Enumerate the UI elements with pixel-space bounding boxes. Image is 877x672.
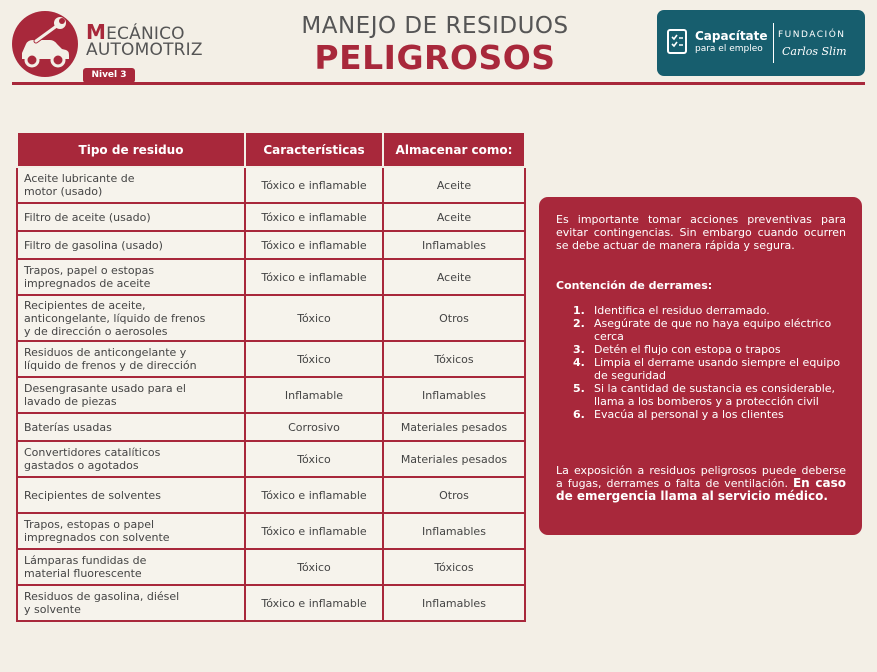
cell-tipo	[17, 203, 245, 231]
cell-caracteristicas: Tóxico e inflamable	[245, 259, 383, 295]
cell-almacenar: Inflamables	[383, 585, 525, 621]
cell-tipo-line: Trapos, estopas o papel	[24, 518, 155, 531]
cell-tipo-line: y solvente	[24, 603, 81, 616]
list-item	[556, 382, 856, 408]
cell-tipo-line: Recipientes de aceite,	[24, 298, 146, 312]
cell-tipo-line: lavado de piezas	[24, 395, 117, 408]
cell-tipo	[17, 441, 245, 477]
partner-name: Capacítate	[695, 29, 768, 43]
step-number: 3.	[573, 343, 585, 356]
table-row	[17, 585, 525, 621]
step-number: 5.	[573, 382, 585, 395]
panel-outro	[556, 464, 846, 503]
cell-caracteristicas: Tóxico e inflamable	[245, 231, 383, 259]
cell-caracteristicas: Tóxico	[245, 441, 383, 477]
cell-tipo-line: Baterías usadas	[24, 420, 112, 434]
table-row	[17, 441, 525, 477]
cell-tipo	[17, 513, 245, 549]
contencion-steps	[556, 304, 856, 421]
cell-tipo-line: gastados o agotados	[24, 459, 139, 472]
list-item	[556, 343, 856, 356]
step-text: Limpia el derrame usando siempre el equipo de seguridad	[594, 356, 841, 382]
panel-intro: Es importante tomar acciones preventivas para evitar contingencias. Sin embargo cuando ocurren se debe actuar de manera rápida y segura.	[556, 213, 846, 252]
page-title-line1: MANEJO DE RESIDUOS	[301, 13, 569, 39]
table-row	[17, 231, 525, 259]
cell-tipo-line: Residuos de anticongelante y	[24, 346, 187, 359]
cell-tipo-line: Recipientes de solventes	[24, 488, 161, 502]
table-row	[17, 549, 525, 585]
table-row	[17, 167, 525, 203]
table-header-row	[17, 132, 525, 167]
cell-caracteristicas: Tóxico	[245, 549, 383, 585]
step-number: 4.	[573, 356, 585, 369]
cell-tipo	[17, 585, 245, 621]
cell-tipo-line: Filtro de gasolina (usado)	[24, 238, 163, 252]
cell-almacenar: Aceite	[383, 167, 525, 203]
checklist-icon	[666, 27, 690, 55]
waste-table	[16, 131, 526, 622]
cell-almacenar: Otros	[383, 295, 525, 341]
cell-almacenar: Materiales pesados	[383, 441, 525, 477]
table-row	[17, 377, 525, 413]
cell-tipo-line: material fluorescente	[24, 567, 142, 580]
cell-caracteristicas: Inflamable	[245, 377, 383, 413]
cell-almacenar: Materiales pesados	[383, 413, 525, 441]
cell-tipo	[17, 259, 245, 295]
cell-tipo	[17, 549, 245, 585]
level-badge: Nivel 3	[83, 68, 135, 83]
cell-tipo	[17, 477, 245, 513]
cell-tipo-line: Desengrasante usado para el	[24, 382, 186, 395]
cell-tipo-line: Convertidores catalíticos	[24, 446, 161, 459]
cell-almacenar: Inflamables	[383, 513, 525, 549]
cell-tipo-line: impregnados con solvente	[24, 531, 170, 544]
cell-almacenar: Aceite	[383, 203, 525, 231]
outro-text: La exposición a residuos peligrosos puede deberse a fugas, derrames o falta de ventilación.	[556, 464, 846, 490]
cell-tipo-line: impregnados de aceite	[24, 277, 151, 290]
cell-tipo	[17, 413, 245, 441]
table-row	[17, 259, 525, 295]
car-wrench-icon	[12, 11, 78, 77]
cell-tipo-line: y de dirección o aerosoles	[24, 324, 168, 338]
cell-caracteristicas: Tóxico e inflamable	[245, 585, 383, 621]
cell-tipo	[17, 231, 245, 259]
list-item	[556, 408, 856, 421]
page-title-line2: PELIGROSOS	[314, 38, 556, 77]
cell-caracteristicas: Tóxico e inflamable	[245, 203, 383, 231]
cell-almacenar: Tóxicos	[383, 341, 525, 377]
brand-initial: M	[86, 20, 107, 44]
cell-caracteristicas: Tóxico	[245, 295, 383, 341]
contencion-title: Contención de derrames:	[556, 279, 713, 292]
cell-tipo-line: líquido de frenos y de dirección	[24, 359, 197, 372]
partner-divider	[773, 23, 774, 63]
header-divider	[12, 82, 865, 85]
cell-tipo	[17, 341, 245, 377]
cell-almacenar: Inflamables	[383, 231, 525, 259]
partner-foundation: FUNDACIÓN	[778, 30, 846, 40]
cell-almacenar: Otros	[383, 477, 525, 513]
cell-tipo-line: Aceite lubricante de	[24, 172, 135, 185]
partner-subtitle: para el empleo	[695, 44, 763, 54]
list-item	[556, 304, 856, 317]
cell-almacenar: Tóxicos	[383, 549, 525, 585]
table-row	[17, 203, 525, 231]
partner-logo	[657, 10, 865, 76]
table-row	[17, 295, 525, 341]
cell-tipo-line: Trapos, papel o estopas	[24, 264, 155, 277]
mecanico-logo	[12, 11, 78, 77]
cell-tipo	[17, 295, 245, 341]
step-number: 1.	[573, 304, 585, 317]
cell-almacenar: Inflamables	[383, 377, 525, 413]
table-row	[17, 341, 525, 377]
step-text: Asegúrate de que no haya equipo eléctrico cerca	[594, 317, 832, 343]
cell-caracteristicas: Corrosivo	[245, 413, 383, 441]
step-text: Evacúa al personal y a los clientes	[594, 408, 784, 421]
table-row	[17, 477, 525, 513]
cell-tipo-line: anticongelante, líquido de frenos	[24, 311, 206, 325]
list-item	[556, 317, 856, 343]
cell-caracteristicas: Tóxico	[245, 341, 383, 377]
cell-almacenar: Aceite	[383, 259, 525, 295]
partner-signature: Carlos Slim	[782, 45, 847, 58]
cell-caracteristicas: Tóxico e inflamable	[245, 167, 383, 203]
list-item	[556, 356, 856, 382]
table-row	[17, 513, 525, 549]
cell-tipo-line: Filtro de aceite (usado)	[24, 210, 151, 224]
brand-subtitle: AUTOMOTRIZ	[86, 40, 203, 60]
table-row	[17, 413, 525, 441]
header-caracteristicas: Características	[245, 132, 383, 167]
cell-tipo-line: Lámparas fundidas de	[24, 554, 147, 567]
cell-tipo-line: Residuos de gasolina, diésel	[24, 590, 180, 603]
cell-tipo	[17, 167, 245, 203]
spill-info-panel	[539, 197, 862, 535]
step-text: Identifica el residuo derramado.	[594, 304, 770, 317]
step-number: 6.	[573, 408, 585, 421]
emergency-text: En caso de emergencia llama al servicio médico.	[556, 476, 846, 503]
brand-title-rest: ECÁNICO	[106, 24, 185, 44]
step-number: 2.	[573, 317, 585, 330]
cell-tipo	[17, 377, 245, 413]
header-almacenar: Almacenar como:	[383, 132, 525, 167]
cell-caracteristicas: Tóxico e inflamable	[245, 477, 383, 513]
step-text: Detén el flujo con estopa o trapos	[594, 343, 781, 356]
step-text: Si la cantidad de sustancia es considerable, llama a los bomberos y a protección civil	[594, 382, 836, 408]
header-tipo: Tipo de residuo	[17, 132, 245, 167]
cell-tipo-line: motor (usado)	[24, 185, 103, 198]
cell-caracteristicas: Tóxico e inflamable	[245, 513, 383, 549]
